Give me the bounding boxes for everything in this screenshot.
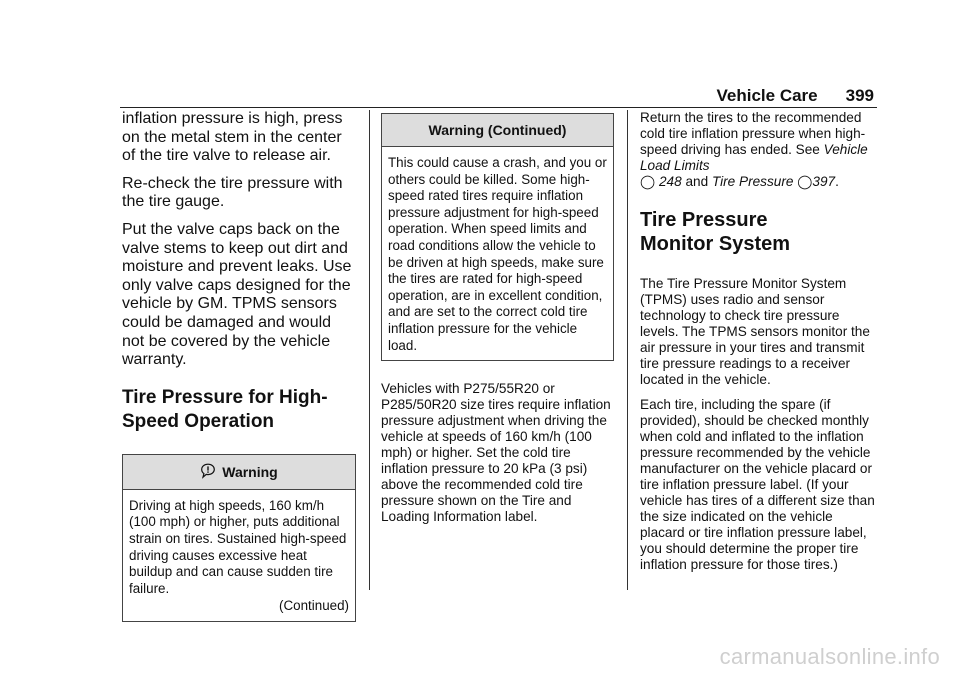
text: Return the tires to the recommended cold tire inflation pressure when high-speed driving has ended. See (640, 110, 866, 157)
paragraph: The Tire Pressure Monitor System (TPMS) uses radio and sensor technology to check tire pressure levels. The TPMS sensors monitor the air pressure in your tires and transmit tire pressure readings to a receiver located in the vehicle. (640, 276, 870, 387)
section-heading: Tire Pressure for High-Speed Operation (122, 386, 328, 432)
warning-box-continued (381, 113, 614, 361)
paragraph: Return the tires to the recommended cold tire inflation pressure when high-speed driving has ended. See Vehicle Load Limits ◯ 248 and Tire Pressure ◯397. (640, 110, 868, 189)
warning-header (123, 455, 355, 490)
header-rule (120, 107, 877, 108)
warning-body (382, 147, 613, 360)
continued-label: (Continued) (279, 598, 349, 614)
paragraph: Put the valve caps back on the valve stems to keep out dirt and moisture and prevent leaks. Use only valve caps designed for the vehicle by GM. TPMS sensors could be damaged and would not be covered by the vehicle warranty. (122, 220, 352, 369)
cross-reference-link[interactable]: Tire Pressure (711, 174, 794, 189)
paragraph: Each tire, including the spare (if provided), should be checked monthly when cold and inflated to the inflation pressure recommended by the vehicle manufacturer on the vehicle placard or tire inflation pressure label. (If your vehicle has tires of a different size than the size indicated on the vehicle placard or tire inflation pressure label, you should determine the proper tire inflation pressure for those tires.) (640, 397, 875, 572)
text: and (685, 174, 709, 189)
paragraph: Vehicles with P275/55R20 or P285/50R20 size tires require inflation pressure adjustment when driving the vehicle at speeds of 160 km/h (100 mph) or higher. Set the cold tire inflation pressure to 20 kPa (3 psi) above the recommended cold tire pressure shown on the Tire and Loading Information label. (381, 381, 611, 525)
watermark: carmanualsonline.info (719, 644, 940, 669)
paragraph: inflation pressure is high, press on the metal stem in the center of the tire valve to release air. (122, 110, 343, 165)
warning-body (123, 490, 355, 621)
speech-bubble-warning-icon (200, 457, 216, 491)
column-2 (381, 113, 614, 534)
cross-reference-link[interactable]: Vehicle Load Limits (640, 142, 868, 173)
page-ref-icon: ◯ (797, 174, 813, 189)
warning-title: Warning (222, 463, 278, 480)
section-title: Vehicle Care (716, 86, 818, 105)
page-header (717, 86, 875, 106)
paragraph: Re-check the tire pressure with the tire gauge. (122, 174, 343, 211)
column-divider (627, 110, 628, 590)
warning-header (382, 114, 613, 147)
column-3 (640, 110, 880, 582)
column-1 (122, 110, 357, 622)
page-number: 399 (845, 86, 874, 105)
section-heading: Tire Pressure Monitor System (640, 209, 791, 255)
page-reference[interactable]: 397 (812, 174, 836, 189)
page-reference[interactable]: 248 (659, 174, 682, 189)
page-ref-icon: ◯ (640, 174, 656, 189)
warning-text: Driving at high speeds, 160 km/h (100 mph) or higher, puts additional strain on tires. Sustained high-speed driving causes excessive heat buildup and can cause sudden tire failure. (129, 497, 347, 596)
warning-title: Warning (Continued) (428, 122, 567, 138)
warning-text: This could cause a crash, and you or others could be killed. Some high-speed rated tires require inflation pressure adjustment for high-speed operation. When speed limits and road conditions allow the vehicle to be driven at high speeds, make sure the tires are rated for high-speed operation, are in excellent condition, and are set to the correct cold tire inflation pressure for the vehicle load. (388, 155, 607, 353)
warning-box (122, 454, 356, 622)
column-divider (369, 110, 370, 590)
